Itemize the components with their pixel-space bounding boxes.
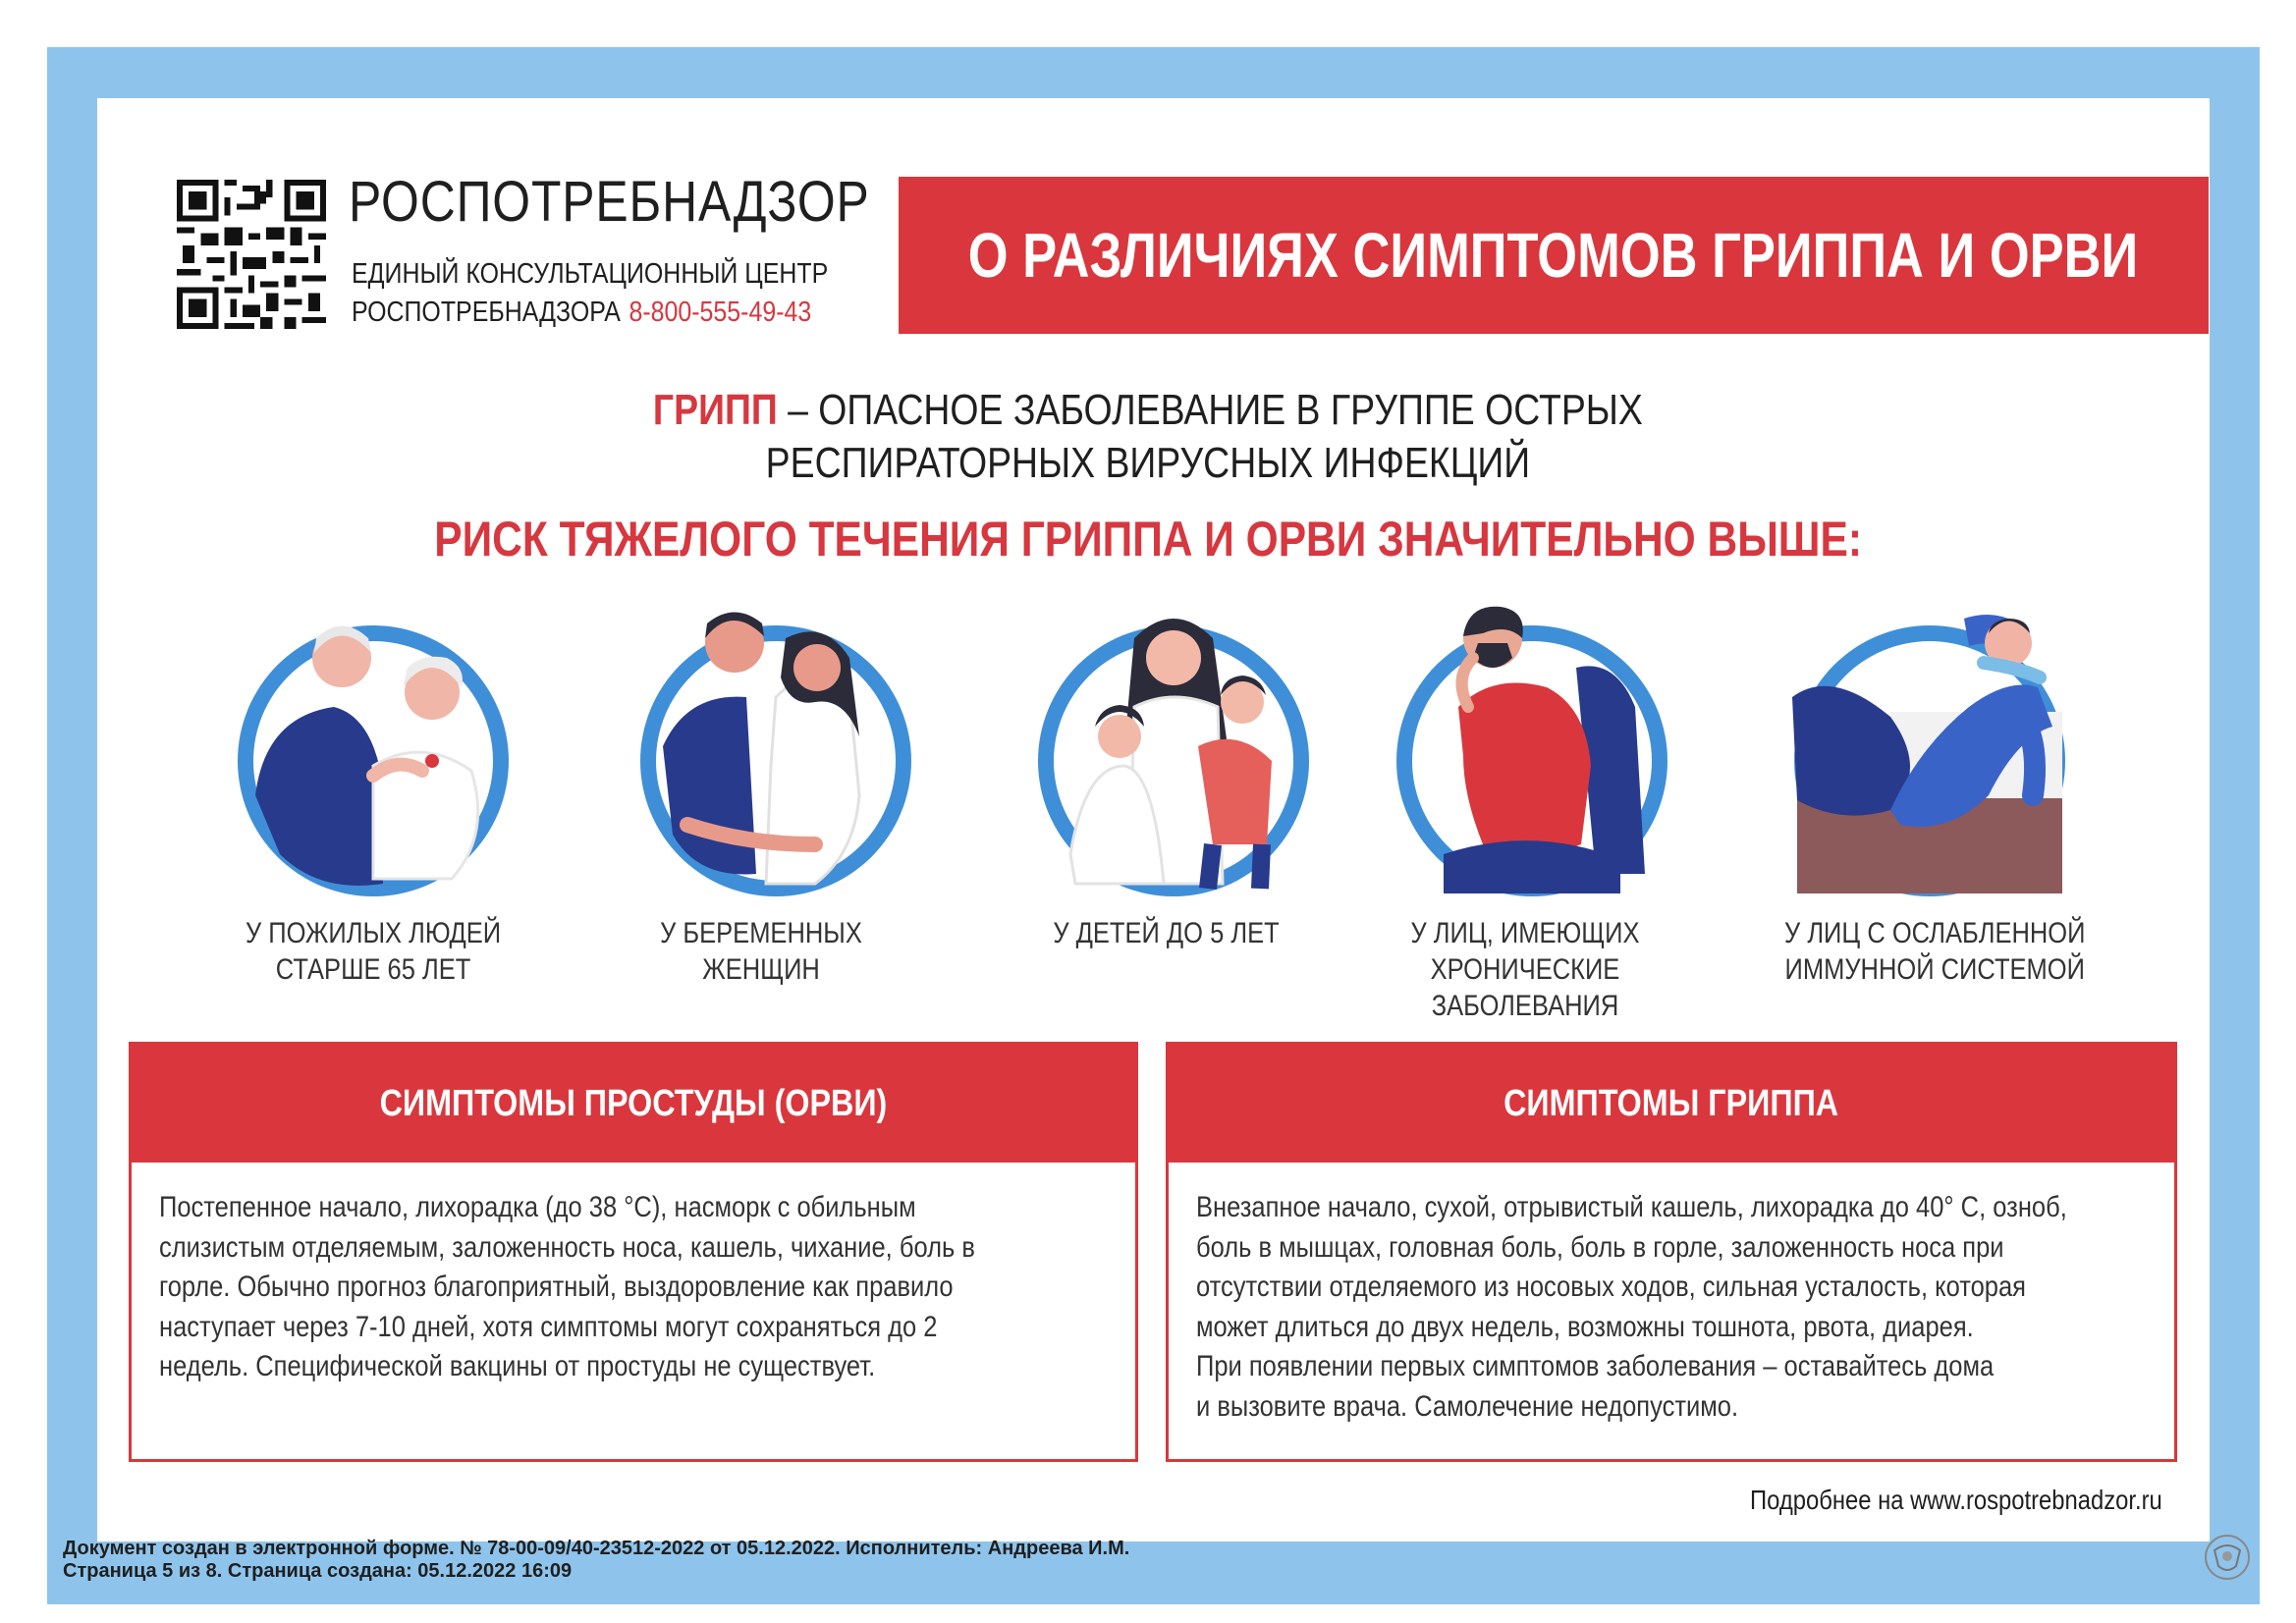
intro-highlight: ГРИПП bbox=[653, 386, 778, 434]
poster-title-banner bbox=[899, 177, 2209, 334]
brand-name: РОСПОТРЕБНАДЗОР bbox=[349, 170, 870, 234]
cold-symptoms-header bbox=[132, 1045, 1135, 1163]
consult-center-label: ЕДИНЫЙ КОНСУЛЬТАЦИОННЫЙ ЦЕНТР bbox=[352, 258, 829, 290]
poster-title: О РАЗЛИЧИЯХ СИМПТОМОВ ГРИППА И ОРВИ bbox=[968, 220, 2139, 291]
hotline-phone: 8-800-555-49-43 bbox=[629, 297, 812, 328]
flu-symptoms-title: СИМПТОМЫ ГРИППА bbox=[1503, 1082, 1839, 1124]
weak-immunity-man-icon bbox=[1782, 599, 2077, 903]
intro-line-2: РЕСПИРАТОРНЫХ ВИРУСНЫХ ИНФЕКЦИЙ bbox=[765, 439, 1531, 487]
consult-center-label-2 bbox=[352, 297, 811, 329]
risk-group-immune: У ЛИЦ С ОСЛАБЛЕННОЙ ИММУННОЙ СИСТЕМОЙ bbox=[1783, 917, 2086, 986]
elderly-couple-icon bbox=[226, 599, 520, 903]
qr-code-icon bbox=[177, 180, 326, 329]
document-stamp-line-2: Страница 5 из 8. Страница создана: 05.12.2022 16:09 bbox=[63, 1560, 573, 1582]
mother-children-icon bbox=[1026, 599, 1321, 903]
flu-symptoms-header bbox=[1169, 1045, 2174, 1163]
flu-symptoms-panel bbox=[1166, 1042, 2177, 1462]
chronic-illness-man-icon bbox=[1385, 599, 1679, 903]
document-stamp-line-1: Документ создан в электронной форме. № 78-00-09/40-23512-2022 от 05.12.2022. Исполнитель: Андреева И.М. bbox=[63, 1538, 1130, 1559]
risk-group-children: У ДЕТЕЙ ДО 5 ЛЕТ bbox=[1052, 917, 1280, 949]
risk-group-elderly: У ПОЖИЛЫХ ЛЮДЕЙ СТАРШЕ 65 ЛЕТ bbox=[245, 917, 502, 986]
cold-symptoms-text: Постепенное начало, лихорадка (до 38 °С), насморк с обильным слизистым отделяемым, заложенность носа, кашель, чихание, боль в горле. Обычно прогноз благоприятный, выздоровление как правило наступает через 7-10 дней, хотя симптомы могут сохраняться до 2 недель. Специфической вакцины от простуды не существует. bbox=[159, 1191, 975, 1382]
emblem-icon bbox=[2203, 1533, 2252, 1582]
intro-line-1-text: – ОПАСНОЕ ЗАБОЛЕВАНИЕ В ГРУППЕ ОСТРЫХ bbox=[777, 386, 1643, 434]
cold-symptoms-panel bbox=[129, 1042, 1138, 1462]
cold-symptoms-title: СИМПТОМЫ ПРОСТУДЫ (ОРВИ) bbox=[379, 1082, 888, 1124]
risk-heading: РИСК ТЯЖЕЛОГО ТЕЧЕНИЯ ГРИППА И ОРВИ ЗНАЧИТЕЛЬНО ВЫШЕ: bbox=[434, 512, 1862, 567]
consult-center-org: РОСПОТРЕБНАДЗОРА bbox=[352, 297, 621, 328]
risk-group-chronic: У ЛИЦ, ИМЕЮЩИХ ХРОНИЧЕСКИЕ ЗАБОЛЕВАНИЯ bbox=[1410, 917, 1640, 1022]
flu-symptoms-text: Внезапное начало, сухой, отрывистый кашель, лихорадка до 40° С, озноб, боль в мышцах, головная боль, боль в горле, заложенность носа при отсутствии отделяемого из носовых ходов, сильная усталость, которая может длиться до двух недель, возможны тошнота, рвота, диарея. При появлении первых симптомов заболевания – оставайтесь дома и вызовите врача. Самолечение недопустимо. bbox=[1196, 1191, 2067, 1423]
pregnant-woman-icon bbox=[629, 599, 923, 903]
risk-group-pregnant: У БЕРЕМЕННЫХ ЖЕНЩИН bbox=[660, 917, 862, 986]
intro-line-1 bbox=[0, 386, 2296, 435]
more-info-link[interactable]: Подробнее на www.rospotrebnadzor.ru bbox=[1750, 1485, 2162, 1515]
